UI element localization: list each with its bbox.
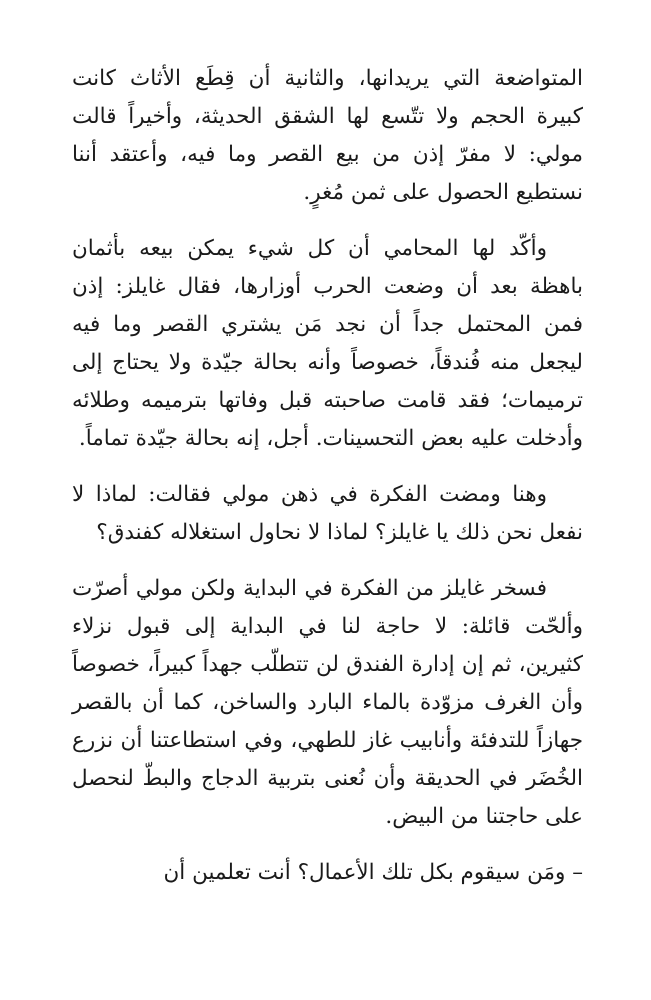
paragraph-5: – ومَن سيقوم بكل تلك الأعمال؟ أنت تعلمين أن (163, 860, 583, 885)
paragraph-4: فسخر غايلز من الفكرة في البداية ولكن مولي أصرّت وألحّت قائلة: لا حاجة لنا في البداية إلى قبول نزلاء كثيرين، ثم إن إدارة الفندق لن تتطلّب جهداً كبيراً، خصوصاً وأن الغرف مزوّدة بالماء البارد والساخن، كما أن بالقصر جهازاً للتدفئة وأنابيب غاز للطهي، وفي استطاعتنا أن نزرع الخُضَر في الحديقة وأن نُعنى بتربية الدجاج والبطّ لنحصل على حاجتنا من البيض. (72, 576, 583, 829)
paragraph-3: وهنا ومضت الفكرة في ذهن مولي فقالت: لماذا لا نفعل نحن ذلك يا غايلز؟ لماذا لا نحاول استغلاله كفندق؟ (72, 482, 583, 545)
paragraph-1: المتواضعة التي يريدانها، والثانية أن قِطَع الأثاث كانت كبيرة الحجم ولا تتّسع لها الشقق الحديثة، وأخيراً قالت مولي: لا مفرّ إذن من بيع القصر وما فيه، وأعتقد أننا نستطيع الحصول على ثمن مُغرٍ. (72, 66, 583, 205)
paragraph-2: وأكّد لها المحامي أن كل شيء يمكن بيعه بأثمان باهظة بعد أن وضعت الحرب أوزارها، فقال غايلز: إذن فمن المحتمل جداً أن نجد مَن يشتري القصر وما فيه ليجعل منه فُندقاً، خصوصاً وأنه بحالة جيّدة ولا يحتاج إلى ترميمات؛ فقد قامت صاحبته قبل وفاتها بترميمه وطلائه وأدخلت عليه بعض التحسينات. أجل، إنه بحالة جيّدة تماماً. (72, 236, 583, 451)
